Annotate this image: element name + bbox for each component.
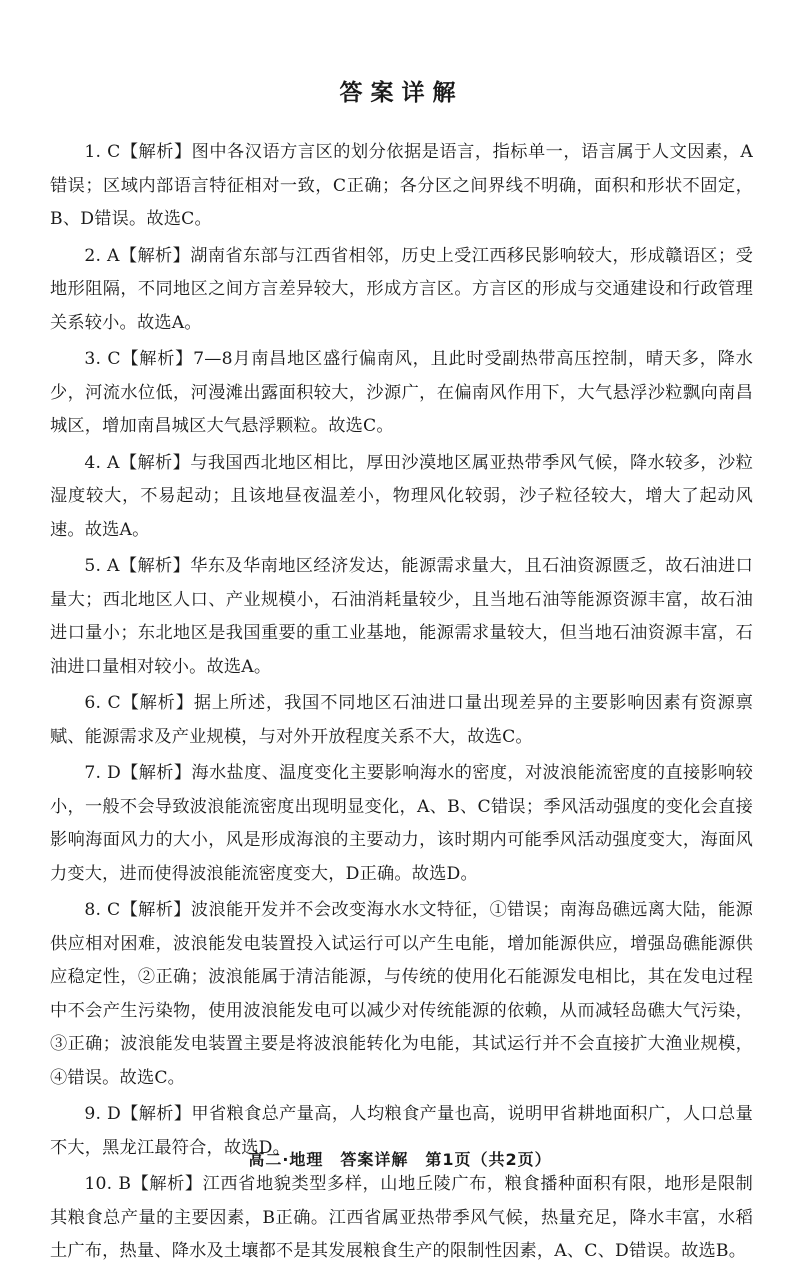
answer-text: 据上所述，我国不同地区石油进口量出现差异的主要影响因素有资源禀赋、能源需求及产业规模，与对外开放程度关系不大，故选C。 [50,693,753,747]
answer-item-8 [50,894,753,1095]
answer-item-3 [50,343,753,444]
analysis-tag: 【解析】 [120,349,194,369]
answer-number: 8. C [84,900,121,920]
analysis-tag: 【解析】 [131,1174,203,1194]
answer-item-6 [50,687,753,754]
analysis-tag: 【解析】 [120,900,191,920]
page-title: 答案详解 [339,80,464,106]
answer-number: 5. A [84,556,120,576]
analysis-tag: 【解析】 [119,245,191,266]
answer-text: 华东及华南地区经济发达，能源需求量大，且石油资源匮乏，故石油进口量大；西北地区人口、产业规模小，石油消耗量较少，且当地石油等能源资源丰富，故石油进口量小；东北地区是我国重要的重工业基地，能源需求量较大，但当地石油资源丰富，石油进口量相对较小。故选A。 [50,556,753,677]
answer-item-1 [50,136,753,237]
answer-text: 江西省地貌类型多样，山地丘陵广布，粮食播种面积有限，地形是限制其粮食总产量的主要因素，B正确。江西省属亚热带季风气候，热量充足，降水丰富，水稻土广布，热量、降水及土壤都不是其发展粮食生产的限制性因素，A、C、D错误。故选B。 [50,1174,753,1261]
answer-number: 4. A [84,452,120,473]
page-footer: 高二·地理 答案详解 第1页（共2页） [248,1150,552,1169]
answer-number: 9. D [84,1104,122,1124]
analysis-tag: 【解析】 [119,556,191,576]
answer-number: 10. B [84,1174,132,1194]
answer-item-7 [50,757,753,891]
answer-text: 海水盐度、温度变化主要影响海水的密度，对波浪能流密度的直接影响较小，一般不会导致波浪能流密度出现明显变化，A、B、C错误；季风活动强度的变化会直接影响海面风力的大小，风是形成海浪的主要动力，该时期内可能季风活动强度变大，海面风力变大，进而使得波浪能流密度变大，D正确。故选D。 [50,763,753,884]
answer-item-5 [50,550,753,684]
answer-text: 甲省粮食总产量高，人均粮食产量也高，说明甲省耕地面积广，人口总量不大，黑龙江最符合，故选D。 [50,1104,753,1158]
answer-text: 与我国西北地区相比，厚田沙漠地区属亚热带季风气候，降水较多，沙粒湿度较大，不易起动；且该地昼夜温差小，物理风化较弱，沙子粒径较大，增大了起动风速。故选A。 [50,452,753,540]
answer-item-2 [50,240,753,341]
answer-number: 2. A [84,245,120,266]
analysis-tag: 【解析】 [120,693,194,713]
answer-text: 湖南省东部与江西省相邻，历史上受江西移民影响较大，形成赣语区；受地形阻隔，不同地区之间方言差异较大，形成方言区。方言区的形成与交通建设和行政管理关系较小。故选A。 [50,245,753,333]
answer-number: 6. C [84,693,121,713]
analysis-tag: 【解析】 [121,763,192,783]
analysis-tag: 【解析】 [119,452,191,473]
answer-number: 7. D [84,763,122,783]
answer-item-10 [50,1168,753,1269]
answer-text: 7—8月南昌地区盛行偏南风，且此时受副热带高压控制，晴天多，降水少，河流水位低，河漫滩出露面积较大，沙源广，在偏南风作用下，大气悬浮沙粒飘向南昌城区，增加南昌城区大气悬浮颗粒。故选C。 [50,349,753,436]
analysis-tag: 【解析】 [120,142,192,162]
answer-item-4 [50,447,753,548]
answer-number: 1. C [84,142,121,162]
answer-text: 波浪能开发并不会改变海水水文特征，①错误；南海岛礁远离大陆，能源供应相对困难，波浪能发电装置投入试运行可以产生电能，增加能源供应，增强岛礁能源供应稳定性，②正确；波浪能属于清洁能源，与传统的使用化石能源发电相比，其在发电过程中不会产生污染物，使用波浪能发电可以减少对传统能源的依赖，从而减轻岛礁大气污染，③正确；波浪能发电装置主要是将波浪能转化为电能，其试运行并不会直接扩大渔业规模，④错误。故选C。 [50,900,753,1088]
answer-text: 图中各汉语方言区的划分依据是语言，指标单一，语言属于人文因素，A错误；区域内部语言特征相对一致，C正确；各分区之间界线不明确，面积和形状不固定，B、D错误。故选C。 [50,142,753,229]
answer-number: 3. C [84,349,121,369]
analysis-tag: 【解析】 [121,1104,192,1124]
answer-list [50,136,753,1269]
